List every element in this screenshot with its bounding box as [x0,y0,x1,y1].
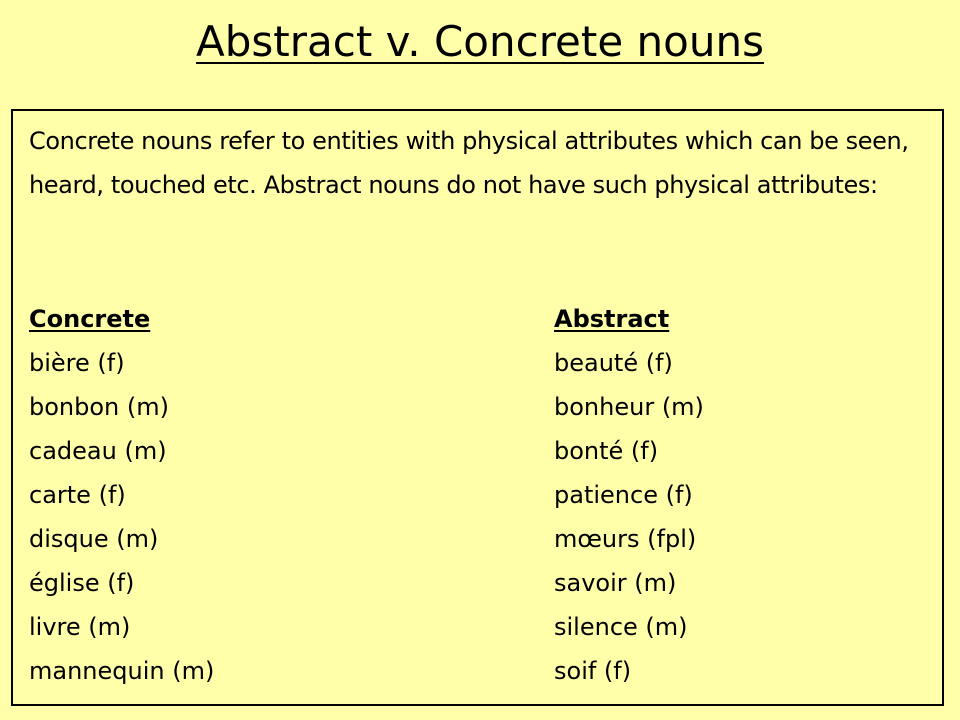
abstract-noun-item: beauté (f) [554,349,673,377]
concrete-noun-item: mannequin (m) [29,657,215,685]
concrete-noun-item: livre (m) [29,613,131,641]
slide-title: Abstract v. Concrete nouns [196,17,764,66]
concrete-noun-item: cadeau (m) [29,437,167,465]
concrete-noun-item: bonbon (m) [29,393,169,421]
abstract-heading: Abstract [554,305,670,333]
abstract-noun-item: soif (f) [554,657,632,685]
abstract-noun-item: bonté (f) [554,437,659,465]
abstract-noun-item: mœurs (fpl) [554,525,697,553]
abstract-noun-item: silence (m) [554,613,688,641]
content-box [11,109,944,706]
concrete-noun-item: carte (f) [29,481,126,509]
concrete-column [29,297,529,693]
concrete-noun-item: église (f) [29,569,135,597]
abstract-noun-item: bonheur (m) [554,393,704,421]
intro-paragraph: Concrete nouns refer to entities with physical attributes which can be seen, heard, touched etc. Abstract nouns do not have such physical attributes: [29,127,909,199]
concrete-noun-item: disque (m) [29,525,159,553]
abstract-noun-item: savoir (m) [554,569,677,597]
concrete-heading: Concrete [29,305,151,333]
abstract-column [554,297,924,693]
abstract-noun-item: patience (f) [554,481,693,509]
concrete-noun-item: bière (f) [29,349,125,377]
